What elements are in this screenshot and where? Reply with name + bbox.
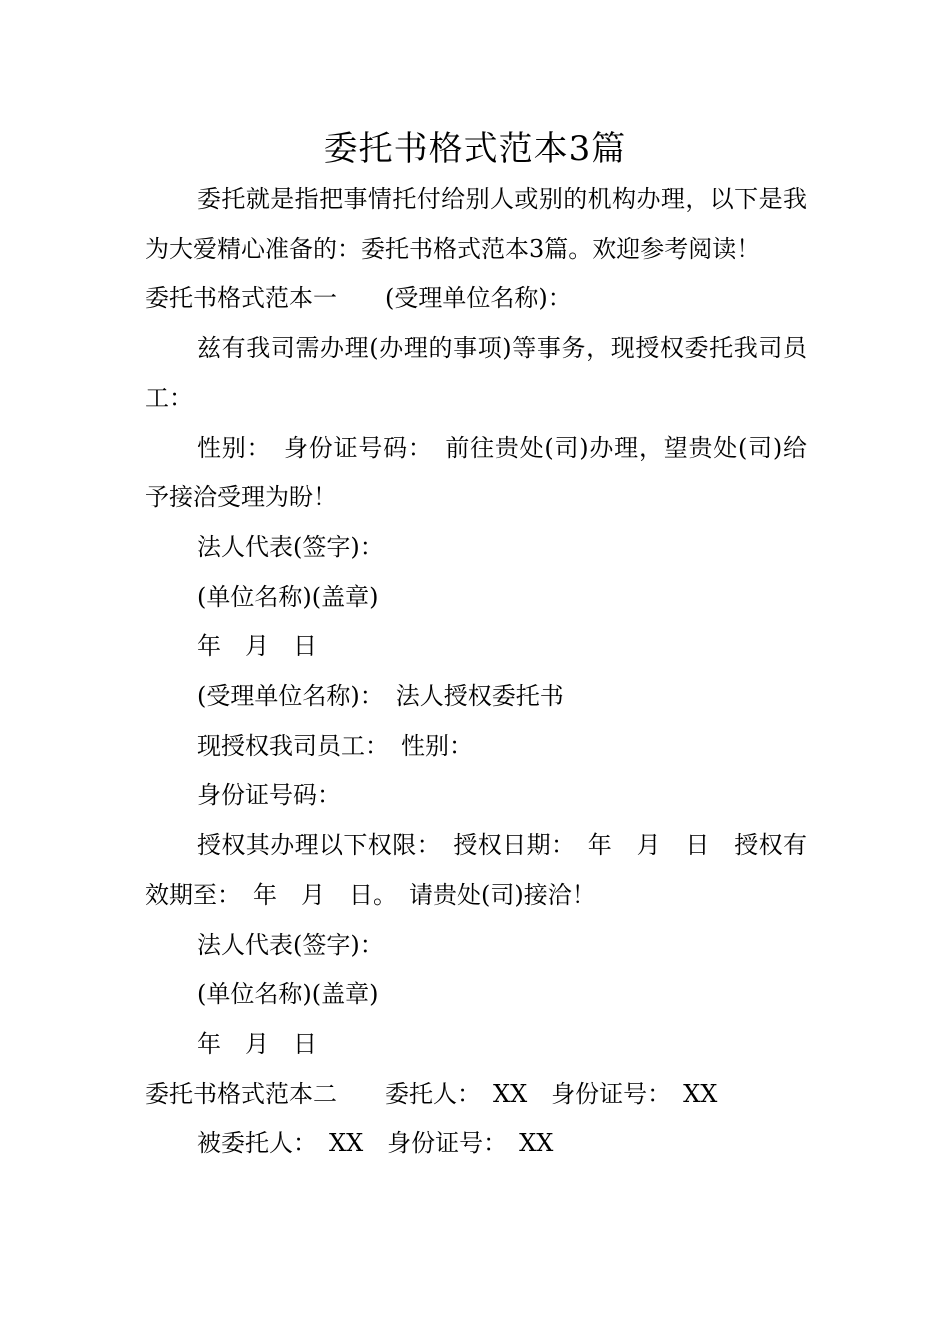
sample-two-heading: 委托书格式范本二 委托人： XX 身份证号： XX xyxy=(145,1079,718,1108)
document-title: 委托书格式范本3篇 xyxy=(323,129,627,169)
trustee-line: 被委托人： XX 身份证号： XX xyxy=(197,1129,554,1158)
intro-paragraph: 委托就是指把事情托付给别人或别的机构办理，以下是我为大爱精心准备的：委托书格式范本3篇。欢迎参考阅读！ xyxy=(145,185,807,263)
unit-seal-line: (单位名称)(盖章) xyxy=(197,582,379,611)
id-number-line: 身份证号码： xyxy=(197,781,341,810)
legal-rep-signature-line-2: 法人代表(签字)： xyxy=(197,930,384,959)
legal-power-of-attorney-heading: (受理单位名称)： 法人授权委托书 xyxy=(197,682,564,711)
date-line-2: 年 月 日 xyxy=(197,1029,317,1058)
document-body xyxy=(145,175,807,1169)
authorization-scope-paragraph: 授权其办理以下权限： 授权日期： 年 月 日 授权有效期至： 年 月 日。 请贵处(司)接洽！ xyxy=(145,831,807,909)
date-line: 年 月 日 xyxy=(197,632,317,661)
paragraph-authorization: 兹有我司需办理(办理的事项)等事务，现授权委托我司员工： xyxy=(145,334,807,412)
paragraph-gender-id: 性别： 身份证号码： 前往贵处(司)办理，望贵处(司)给予接洽受理为盼！ xyxy=(145,433,807,512)
legal-rep-signature-line: 法人代表(签字)： xyxy=(197,532,384,561)
unit-seal-line-2: (单位名称)(盖章) xyxy=(197,980,379,1009)
sample-one-heading: 委托书格式范本一 (受理单位名称)： xyxy=(145,284,572,313)
employee-gender-line: 现授权我司员工： 性别： xyxy=(197,731,473,760)
